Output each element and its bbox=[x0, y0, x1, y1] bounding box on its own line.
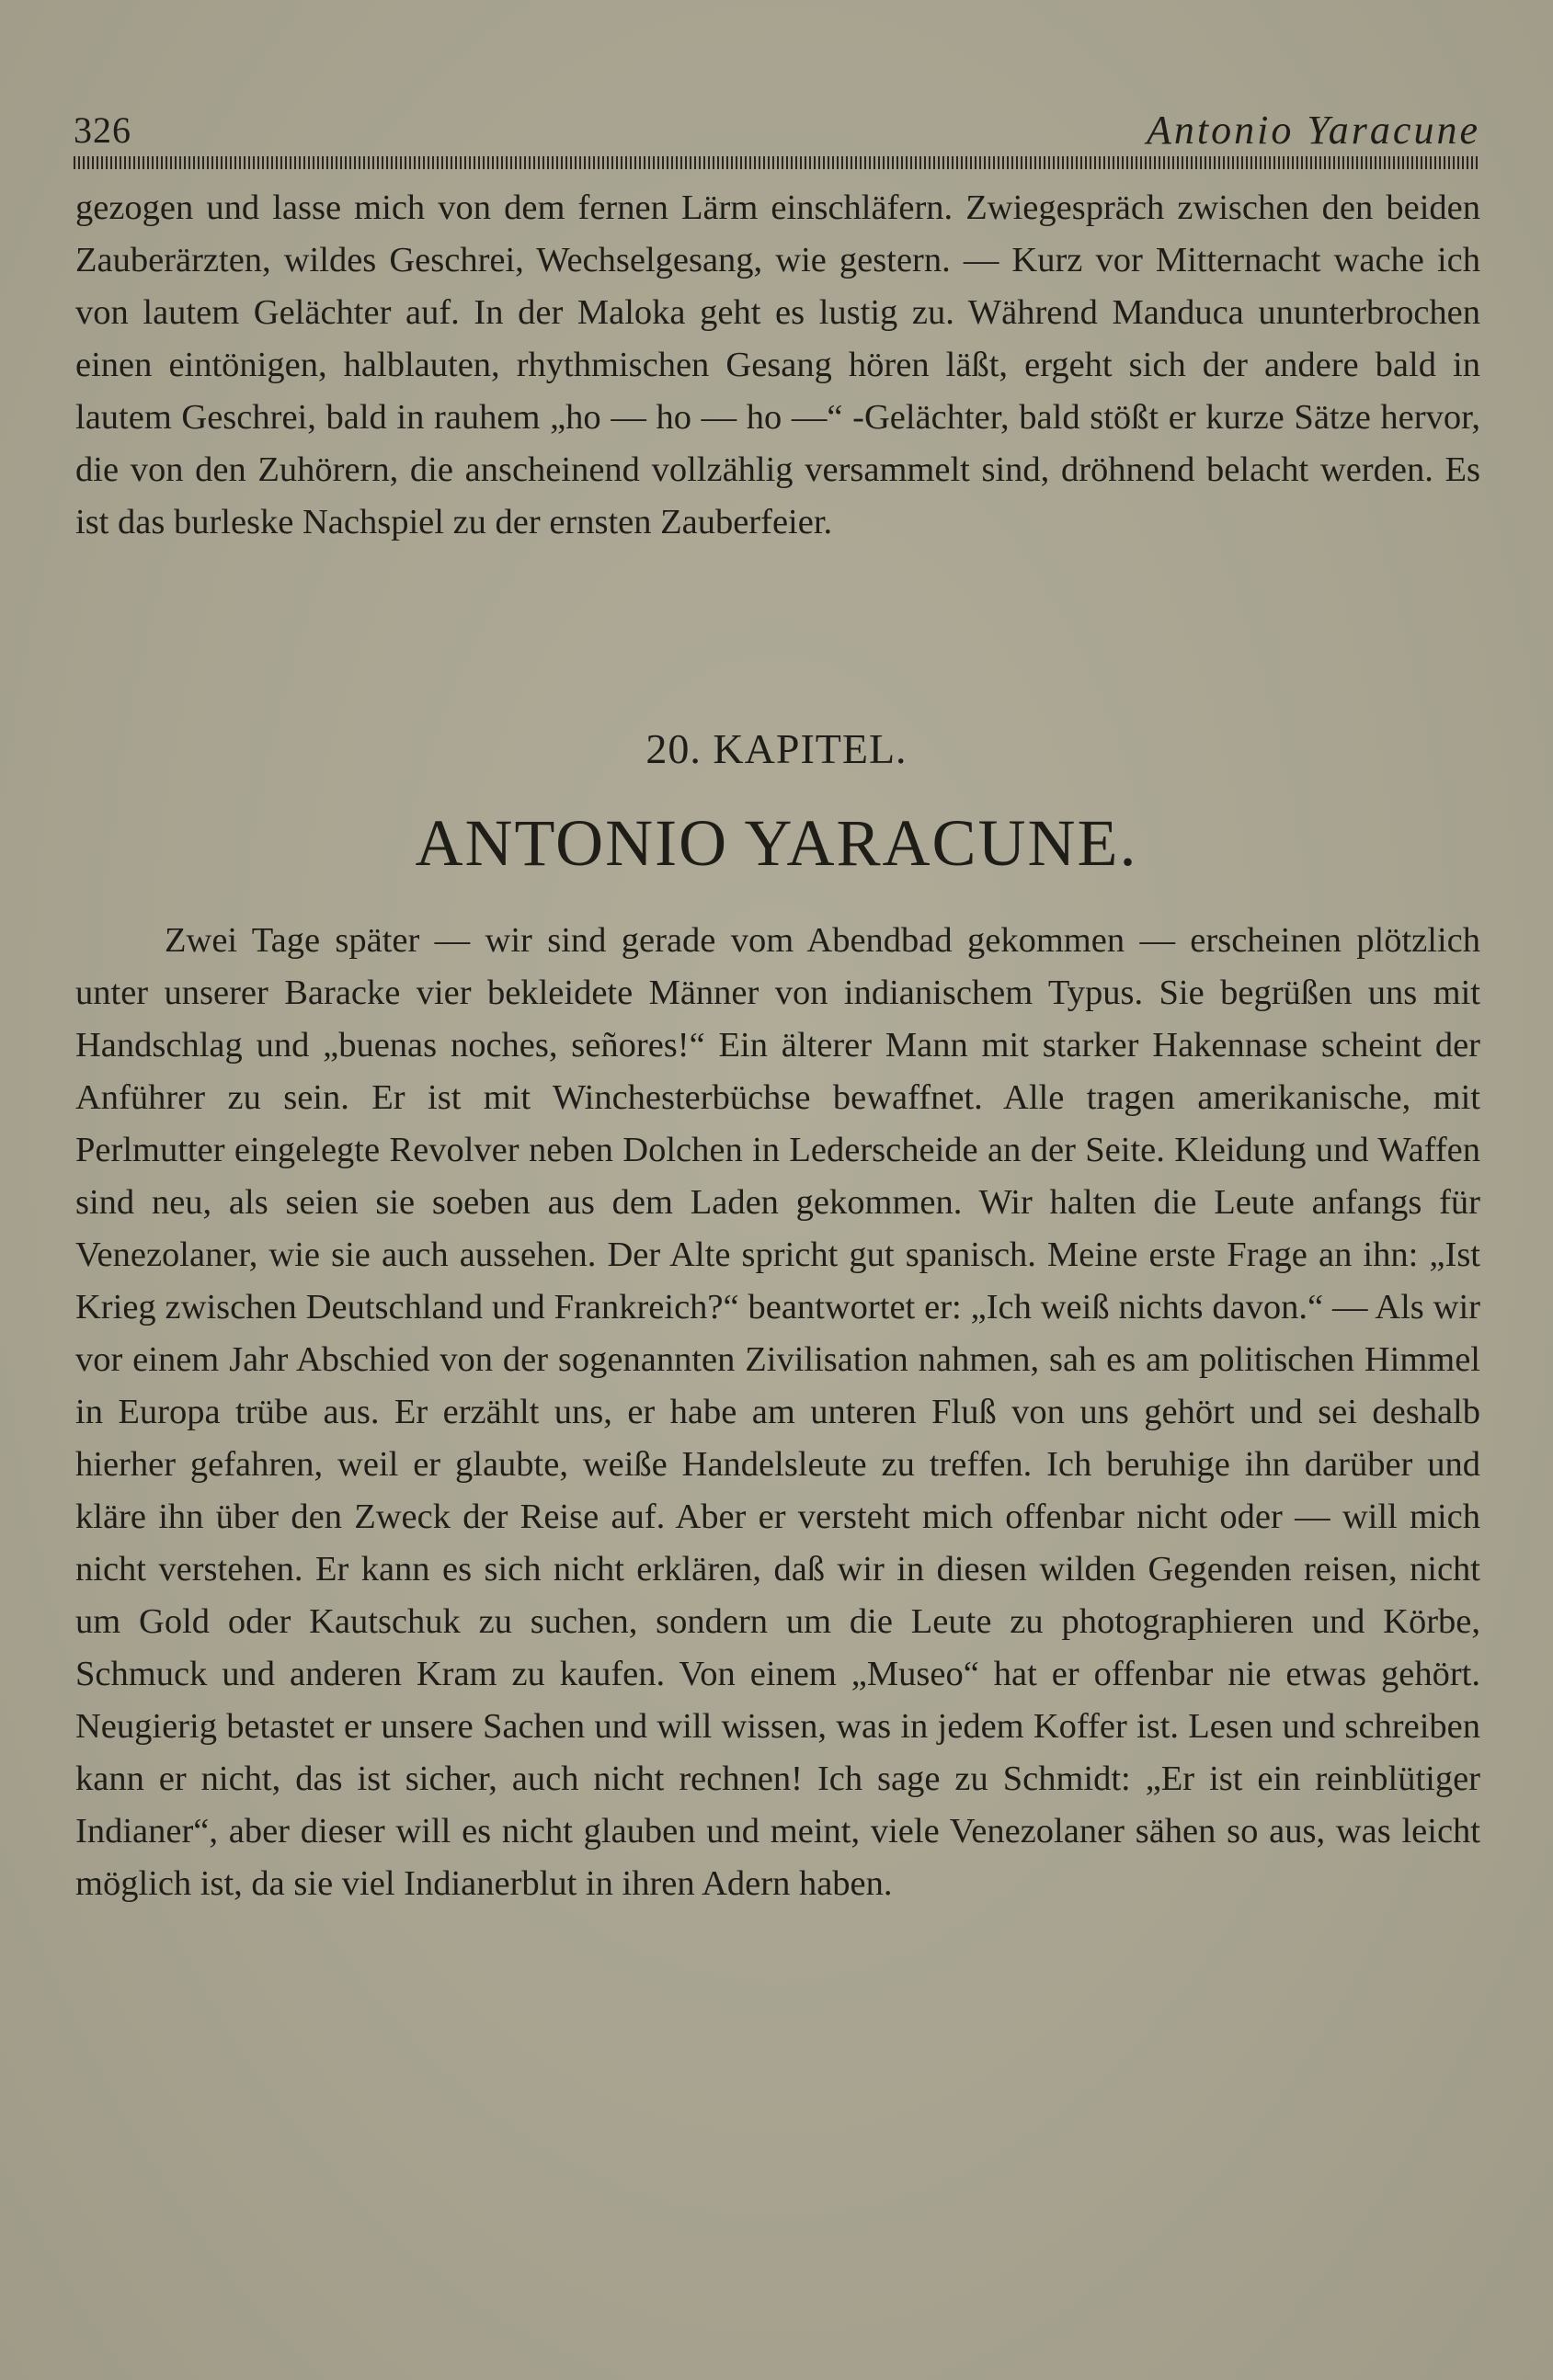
chapter-title: ANTONIO YARACUNE. bbox=[415, 806, 1138, 880]
page-number: 326 bbox=[74, 109, 131, 151]
header-rule bbox=[74, 156, 1480, 169]
paragraph-text: Zwei Tage später — wir sind gerade vom Abendbad gekommen — erscheinen plötzlich unter unserer Baracke vier bekleidete Männer von indianischem Typus. Sie begrüßen uns mit Handschlag und „buenas noches, señores!“ Ein älterer Mann mit starker Hakennase scheint der Anführer zu sein. Er ist mit Winchesterbüchse bewaffnet. Alle tragen amerikanische, mit Perlmutter eingelegte Revolver neben Dolchen in Lederscheide an der Seite. Kleidung und Waffen sind neu, als seien sie soeben aus dem Laden gekommen. Wir halten die Leute anfangs für Venezolaner, wie sie auch aussehen. Der Alte spricht gut spanisch. Meine erste Frage an ihn: „Ist Krieg zwischen Deutschland und Frankreich?“ beantwortet er: „Ich weiß nichts davon.“ — Als wir vor einem Jahr Abschied von der sogenannten Zivilisation nahmen, sah es am politischen Himmel in Europa trübe aus. Er erzählt uns, er habe am unteren Fluß von uns gehört und sei deshalb hierher gefahren, weil er glaubte, weiße Handelsleute zu treffen. Ich beruhige ihn darüber und kläre ihn über den Zweck der Reise auf. Aber er versteht mich offenbar nicht oder — will mich nicht verstehen. Er kann es sich nicht erklären, daß wir in diesen wilden Gegenden reisen, nicht um Gold oder Kautschuk zu suchen, sondern um die Leute zu photographieren und Körbe, Schmuck und anderen Kram zu kaufen. Von einem „Museo“ hat er offenbar nie etwas gehört. Neugierig betastet er unsere Sachen und will wissen, was in jedem Koffer ist. Lesen und schreiben kann er nicht, das ist sicher, auch nicht rechnen! Ich sage zu Schmidt: „Er ist ein reinblütiger Indianer“, aber dieser will es nicht glauben und meint, viele Venezolaner sähen so aus, was leicht möglich ist, da sie viel Indianerblut in ihren Adern haben. bbox=[75, 921, 1480, 1903]
chapter-paragraph bbox=[75, 915, 1480, 1910]
chapter-number: 20. KAPITEL. bbox=[645, 725, 908, 772]
running-header bbox=[74, 101, 1480, 156]
running-title: Antonio Yaracune bbox=[1147, 108, 1480, 153]
continued-paragraph bbox=[75, 182, 1480, 549]
paragraph-text: gezogen und lasse mich von dem fernen Lärm einschläfern. Zwiegespräch zwischen den beiden Zauberärzten, wildes Geschrei, Wechselgesang, wie gestern. — Kurz vor Mitternacht wache ich von lautem Gelächter auf. In der Maloka geht es lustig zu. Während Manduca ununterbrochen einen eintönigen, halblauten, rhythmischen Gesang hören läßt, ergeht sich der andere bald in lautem Geschrei, bald in rauhem „ho — ho — ho —“ -Gelächter, bald stößt er kurze Sätze hervor, die von den Zuhörern, die anscheinend vollzählig versammelt sind, dröhnend belacht werden. Es ist das burleske Nachspiel zu der ernsten Zauberfeier. bbox=[75, 188, 1480, 541]
